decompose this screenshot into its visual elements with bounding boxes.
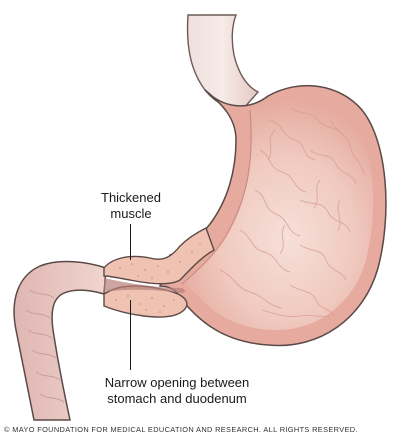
narrow-opening-leader-line [130,300,131,370]
thickened-muscle-label-line2: muscle [110,206,152,221]
esophagus [188,15,258,108]
thickened-muscle-label [96,190,166,222]
narrow-opening-label-line1: Narrow opening between [104,375,250,390]
thickened-muscle-label-line1: Thickened [101,190,161,205]
narrow-opening-label [62,375,292,407]
narrow-opening-label-line2: stomach and duodenum [107,391,247,406]
thickened-muscle-leader-line [130,224,131,260]
copyright-notice: © MAYO FOUNDATION FOR MEDICAL EDUCATION AND RESEARCH. ALL RIGHTS RESERVED. [4,425,358,434]
